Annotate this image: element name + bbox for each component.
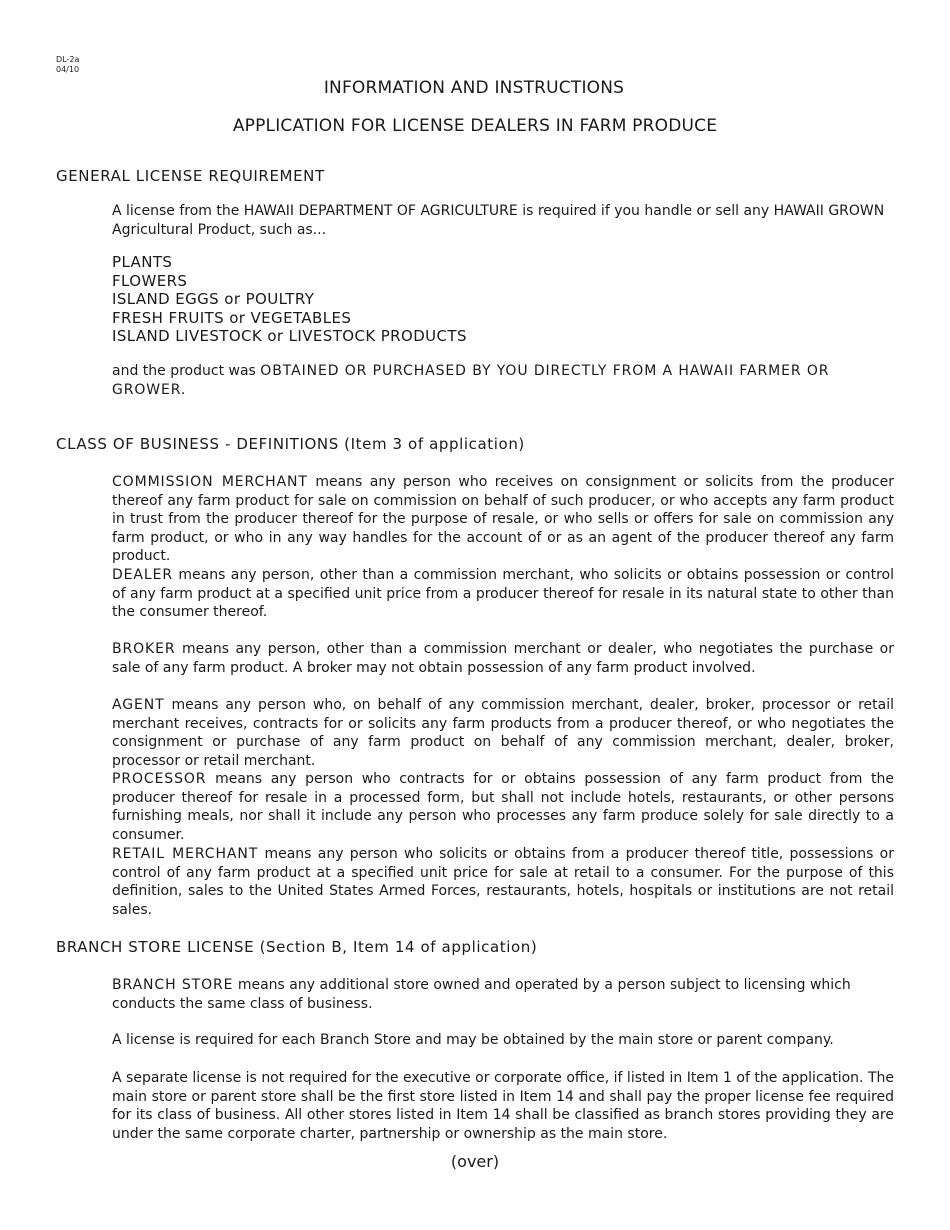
definition-term: AGENT bbox=[112, 697, 165, 713]
branch-required: A license is required for each Branch Store and may be obtained by the main store or parent company. bbox=[112, 1032, 834, 1048]
product-list bbox=[112, 253, 467, 346]
definition-processor bbox=[112, 770, 894, 844]
general-intro: A license from the HAWAII DEPARTMENT OF AGRICULTURE is required if you handle or sell any HAWAII GROWN Agricultural Product, such as... bbox=[112, 203, 885, 238]
definition-term: PROCESSOR bbox=[112, 771, 207, 787]
form-code bbox=[56, 55, 79, 75]
product-item: PLANTS bbox=[112, 253, 173, 271]
form-date: 04/10 bbox=[56, 65, 80, 74]
branch-heading: BRANCH STORE LICENSE (Section B, Item 14 of application) bbox=[56, 938, 538, 956]
general-heading: GENERAL LICENSE REQUIREMENT bbox=[56, 167, 325, 185]
definition-term: BROKER bbox=[112, 641, 176, 657]
page-subtitle: APPLICATION FOR LICENSE DEALERS IN FARM PRODUCE bbox=[232, 116, 718, 136]
definition-text: means any person who, on behalf of any commission merchant, dealer, broker, processor or retail merchant receives, contracts for or solicits any farm products from a producer thereof, or who negotiates the consignment or purchase of any farm product on behalf of any commission merchant, dealer, broker, processor or retail merchant. bbox=[112, 697, 894, 769]
branch-separate: A separate license is not required for the executive or corporate office, if listed in Item 1 of the application. The main store or parent store shall be the first store listed in Item 14 and shall pay the proper license fee required for its class of business. All other stores listed in Item 14 shall be classified as branch stores providing they are under the same corporate charter, partnership or ownership as the main store. bbox=[112, 1070, 894, 1142]
definition-text: means any person who receives on consignment or solicits from the producer thereof any farm product for sale on commission on behalf of such producer, or who accepts any farm product in trust from the producer thereof for the purpose of resale, or who sells or offers for sale on commission any farm product, or who in any way handles for the account of or as an agent of the producer thereof any farm product. bbox=[112, 474, 895, 565]
definition-term: DEALER bbox=[112, 567, 173, 583]
definition-text: means any person, other than a commission merchant or dealer, who negotiates the purchase or sale of any farm product. A broker may not obtain possession of any farm product involved. bbox=[112, 641, 894, 676]
definition-term: COMMISSION MERCHANT bbox=[112, 474, 308, 490]
definition-commission-merchant bbox=[112, 473, 894, 566]
general-closing bbox=[112, 362, 894, 399]
form-number: DL-2a bbox=[56, 55, 80, 64]
definition-term: RETAIL MERCHANT bbox=[112, 846, 259, 862]
definition-text: means any person who contracts for or obtains possession of any farm product from the producer thereof for resale in a processed form, but shall not include hotels, restaurants, or other persons furnishing meals, nor shall it include any person who processes any farm produce solely for sale directly to a consumer. bbox=[112, 771, 894, 843]
branch-definition-text: means any additional store owned and operated by a person subject to licensing which conducts the same class of business. bbox=[112, 977, 851, 1012]
closing-prefix: and the product was bbox=[112, 363, 256, 379]
branch-term: BRANCH STORE bbox=[112, 977, 234, 993]
definition-text: means any person who solicits or obtains from a producer thereof title, possessions or control of any farm product at a specified unit price for sale at retail to a consumer. For the purpose of this definition, sales to the United States Armed Forces, restaurants, hotels, hospitals or institutions are not retail sales. bbox=[112, 846, 894, 918]
definition-agent bbox=[112, 696, 894, 770]
product-item: FLOWERS bbox=[112, 271, 188, 290]
definition-text: means any person, other than a commission merchant, who solicits or obtains possession or control of any farm product at a specified unit price from a producer thereof for resale in its natural state to other than the consumer thereof. bbox=[112, 567, 894, 621]
product-item: FRESH FRUITS or VEGETABLES bbox=[112, 308, 352, 327]
page-title: INFORMATION AND INSTRUCTIONS bbox=[323, 78, 625, 98]
definition-broker bbox=[112, 640, 894, 677]
product-item: ISLAND LIVESTOCK or LIVESTOCK PRODUCTS bbox=[112, 327, 467, 346]
product-item: ISLAND EGGS or POULTRY bbox=[112, 290, 315, 309]
definition-retail-merchant bbox=[112, 845, 894, 919]
definition-dealer bbox=[112, 566, 894, 622]
over-label: (over) bbox=[450, 1152, 500, 1171]
closing-emphasis: OBTAINED OR PURCHASED BY YOU DIRECTLY FROM A HAWAII FARMER OR GROWER. bbox=[112, 363, 830, 398]
branch-definition bbox=[112, 976, 894, 1013]
classes-heading: CLASS OF BUSINESS - DEFINITIONS (Item 3 of application) bbox=[56, 435, 525, 453]
